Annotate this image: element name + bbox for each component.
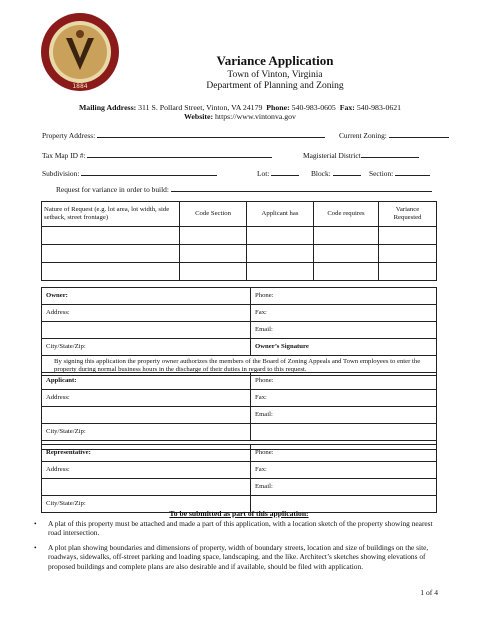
tax-map-id-field[interactable] <box>42 150 272 160</box>
header-applicant-has: Applicant has <box>247 202 314 227</box>
page-number: 1 of 4 <box>420 588 438 597</box>
variance-table <box>41 201 437 281</box>
representative-email[interactable]: Email: <box>251 479 437 496</box>
owner-address[interactable]: Address: <box>42 305 251 322</box>
variance-row[interactable] <box>42 245 437 263</box>
representative-fax[interactable]: Fax: <box>251 462 437 479</box>
phone-label: Phone: <box>266 103 290 112</box>
variance-row[interactable] <box>42 263 437 281</box>
submission-bullet-text: A plot plan showing boundaries and dimensions of property, width of boundary streets, location and size of buildings on the site, roadways, sidewalks, off-street parking and loading space, landscaping, and the like. Architect’s sketches showing elevations of proposed buildings and complete plans are also desirable and if available, should be filed with application. <box>48 543 429 571</box>
owner-table <box>41 287 437 376</box>
header-code-requires: Code requires <box>314 202 379 227</box>
mailing-label: Mailing Address: <box>78 103 137 112</box>
variance-header-row <box>42 202 437 227</box>
contact-line <box>0 103 480 112</box>
representative-phone[interactable]: Phone: <box>251 445 437 462</box>
representative-address[interactable]: Address: <box>42 462 251 479</box>
lot-field[interactable] <box>257 168 299 178</box>
submission-bullet-text: A plat of this property must be attached and made a part of this application, with a location sketch of the property showing nearest road intersection. <box>48 519 433 538</box>
representative-table <box>41 444 437 513</box>
tax-map-id-label: Tax Map ID #: <box>42 151 86 160</box>
property-address-field[interactable] <box>42 130 325 140</box>
section-label: Section: <box>369 169 394 178</box>
fax-label: Fax: <box>339 103 355 112</box>
owner-phone[interactable]: Phone: <box>251 288 437 305</box>
representative-city[interactable]: City/State/Zip: <box>42 496 251 513</box>
town-name: Town of Vinton, Virginia <box>227 70 323 80</box>
magisterial-district-label: Magisterial District <box>303 151 361 160</box>
current-zoning-field[interactable] <box>339 130 449 140</box>
website-label: Website: <box>184 112 214 121</box>
fax-value: 540-983-0621 <box>356 103 402 112</box>
applicant-phone[interactable]: Phone: <box>251 373 437 390</box>
bullet-icon: • <box>34 543 37 552</box>
bullet-icon: • <box>34 519 37 528</box>
current-zoning-label: Current Zoning: <box>339 131 387 140</box>
variance-request-field[interactable] <box>56 184 432 194</box>
applicant-label[interactable]: Applicant: <box>42 373 251 390</box>
owner-fax[interactable]: Fax: <box>251 305 437 322</box>
lot-label: Lot: <box>257 169 270 178</box>
submission-bullet <box>34 543 433 571</box>
applicant-city[interactable]: City/State/Zip: <box>42 424 251 441</box>
submission-bullet <box>34 519 433 538</box>
applicant-table <box>41 372 437 450</box>
website-value[interactable]: https://www.vintonva.gov <box>215 112 296 121</box>
owner-signature[interactable]: Owner’s Signature <box>251 339 437 356</box>
representative-label[interactable]: Representative: <box>42 445 251 462</box>
owner-city[interactable]: City/State/Zip: <box>42 339 251 356</box>
department-name: Department of Planning and Zoning <box>206 81 344 91</box>
applicant-email[interactable]: Email: <box>251 407 437 424</box>
variance-row[interactable] <box>42 227 437 245</box>
website-line <box>0 112 480 121</box>
subdivision-label: Subdivision: <box>42 169 80 178</box>
applicant-fax[interactable]: Fax: <box>251 390 437 407</box>
header-variance-requested: Variance Requested <box>379 202 437 227</box>
seal-year: 1884 <box>72 83 88 90</box>
section-field[interactable] <box>369 168 430 178</box>
mailing-value: 311 S. Pollard Street, Vinton, VA 24179 <box>138 103 263 112</box>
header-nature: Nature of Request (e.g. lot area, lot width, side setback, street frontage) <box>42 202 180 227</box>
subdivision-field[interactable] <box>42 168 217 178</box>
phone-value: 540-983-0605 <box>291 103 336 112</box>
owner-label[interactable]: Owner: <box>42 288 251 305</box>
owner-consent-text: By signing this application the property owner authorizes the members of the Board of Zoning Appeals and Town employees to enter the property during normal business hours in the discharge of their duties in regard to this request. <box>42 356 437 376</box>
property-address-label: Property Address: <box>42 131 96 140</box>
magisterial-district-field[interactable] <box>303 150 419 160</box>
block-field[interactable] <box>311 168 361 178</box>
applicant-address[interactable]: Address: <box>42 390 251 407</box>
header-code-section: Code Section <box>180 202 247 227</box>
variance-request-label: Request for variance in order to build: <box>56 185 169 194</box>
submission-heading: To be submitted as part of this application: <box>169 509 309 518</box>
page-title: Variance Application <box>216 53 334 68</box>
block-label: Block: <box>311 169 331 178</box>
town-seal-logo <box>40 12 120 92</box>
owner-email[interactable]: Email: <box>251 322 437 339</box>
